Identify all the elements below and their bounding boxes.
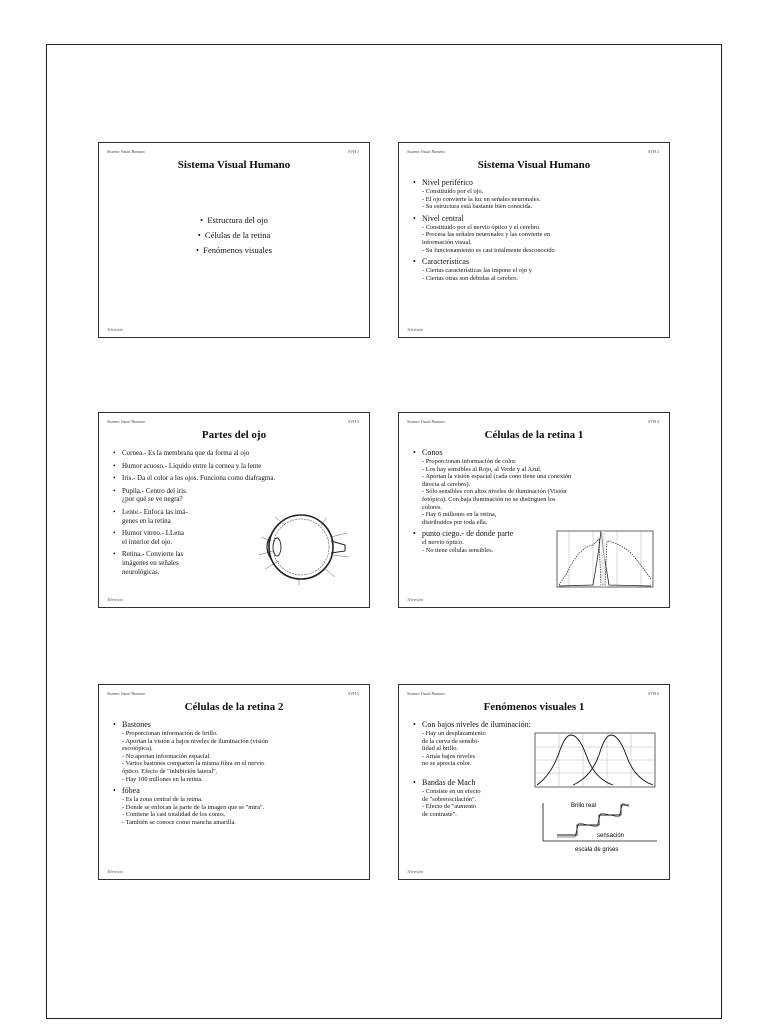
- sub-bullet: no se aprecia color.: [422, 760, 472, 768]
- bullet-line: Lente.- Enfoca las imá-: [122, 507, 188, 516]
- slide-footer: Televisión: [107, 597, 124, 602]
- bullet: • Cornea.- Es la membrana que da forma al ojo: [113, 449, 368, 458]
- slide-6: [398, 684, 670, 880]
- slide-footer: Televisión: [107, 327, 124, 332]
- bullet-line: el interior del ojo.: [122, 537, 173, 546]
- bullet: • Nivel periférico: [413, 178, 661, 188]
- topic-item: • Células de la retina: [99, 228, 369, 243]
- slide-3: [98, 412, 370, 608]
- sub-bullet: - Es la zona central de la retina.: [122, 796, 203, 804]
- sub-bullet: - Hay 100 millones en la retina.: [122, 775, 203, 783]
- photoreceptor-density-graph: [549, 525, 659, 603]
- sub-bullet: distribuidos por toda ella.: [422, 518, 488, 526]
- bullet-line: ¿por qué se ve negra?: [122, 495, 183, 504]
- mach-bands-diagram: [537, 799, 667, 859]
- slide-title: Células de la retina 2: [184, 701, 284, 713]
- bullet-line: Humor vitreo.- LLena: [122, 529, 185, 538]
- sub-bullet: - Sólo sensibles con altos niveles de iluminación (Visión: [422, 488, 567, 496]
- sub-bullet: - Amás bajos niveles: [422, 752, 476, 760]
- slide-number: SVH 2: [647, 149, 659, 154]
- sub-bullet: - Proporcionan información de color.: [422, 458, 517, 465]
- bullet: • Conos: [413, 448, 661, 458]
- slide-footer: Televisión: [407, 869, 424, 874]
- bullet-line: neurológicas.: [122, 567, 160, 576]
- sub-bullet: - No tiene células sensibles.: [422, 546, 494, 554]
- bullet: • Humor acuoso.- Líquido entre la cornea y la lente: [113, 462, 368, 471]
- sub-bullet: - Efecto de "aumento: [422, 803, 477, 811]
- mach-label-real: Brillo real: [571, 803, 597, 809]
- sub-bullet: - Ciertas características las impone el ojo y: [422, 267, 532, 275]
- sub-bullet: óptico. Efecto de "inhibición lateral".: [122, 767, 218, 775]
- slide-content: [113, 720, 361, 827]
- slide-number: SVH 5: [347, 691, 359, 696]
- sub-bullet: - Varios bastones comparten la misma fibra en el nervio: [122, 760, 265, 768]
- bullet: [113, 550, 232, 576]
- slide-1: [98, 142, 370, 338]
- sub-bullet: - Constituido por el nervio óptico y el cerebro.: [422, 223, 541, 231]
- sub-bullet: fotópica). Con baja iluminación no se distinguen los: [422, 495, 556, 503]
- sub-bullet: de la curva de sensibi-: [422, 737, 480, 745]
- slide-number: SVH 6: [647, 691, 659, 696]
- sub-bullet: - El ojo convierte la luz en señales neuronales.: [422, 195, 541, 203]
- bullet: • Bandas de Mach: [413, 778, 661, 788]
- bullet: • Con bajos niveles de iluminación:: [413, 720, 661, 730]
- slide-5: [98, 684, 370, 880]
- slide-header-left: Sistema Visual Humano: [107, 419, 146, 424]
- slide-footer: Televisión: [407, 597, 424, 602]
- mach-label-axis: escala de grises: [575, 847, 619, 853]
- bullet: • fóbea: [113, 786, 361, 796]
- sub-bullet: de "sobreoscilación".: [422, 795, 477, 803]
- slide-content: [413, 178, 661, 282]
- bullet: • punto ciego.- de donde parte: [413, 529, 661, 539]
- mach-label-sensation: sensación: [597, 833, 625, 839]
- slide-title: Células de la retina 1: [484, 429, 584, 441]
- bullet: • Iris.- Da el color a los ojos. Funciona como diafragma.: [113, 474, 368, 483]
- sub-bullet: información visual.: [422, 238, 472, 246]
- bullet-line: imágenes en señales: [122, 558, 179, 567]
- sub-bullet: lidad al brillo.: [422, 745, 459, 753]
- sub-bullet: - Aportan la visión a bajos niveles de iluminación (visión: [122, 737, 269, 745]
- bullet: [113, 508, 232, 525]
- slide-number: SVH 1: [347, 149, 359, 154]
- slide-header-left: Sistema Visual Humano: [407, 419, 446, 424]
- sub-bullet: - Constituido por el ojo.: [422, 188, 484, 195]
- slide-header-left: Sistema Visual Humano: [107, 149, 146, 154]
- topic-list: [99, 213, 369, 258]
- sub-bullet: - Los hay sensibles al Rojo, al Verde y al Azul.: [422, 465, 542, 473]
- topic-item: • Fenómenos visuales: [99, 243, 369, 258]
- bullet-line: Pupila.- Centro del iris.: [122, 486, 188, 495]
- sub-bullet: - Hay 6 millones en la retina,: [422, 511, 497, 519]
- sub-bullet: colores.: [422, 503, 443, 511]
- sub-bullet: - Contiene la casi totalidad de los conos.: [122, 811, 226, 819]
- slide-title: Sistema Visual Humano: [477, 159, 591, 171]
- slide-footer: Televisión: [407, 327, 424, 332]
- slide-4: [398, 412, 670, 608]
- bullet: [113, 487, 232, 504]
- eye-diagram: [235, 497, 365, 595]
- slide-number: SVH 3: [347, 419, 359, 424]
- sub-bullet: - Ciertas otras son debidas al cerebro.: [422, 274, 519, 282]
- sub-bullet: - Donde se enfocan la parte de la imagen que se "mira".: [122, 803, 265, 811]
- slide-2: [398, 142, 670, 338]
- sub-bullet: - Consiste en un efecto: [422, 787, 481, 795]
- sub-bullet: el nervio óptico.: [422, 539, 464, 547]
- slide-footer: Televisión: [107, 869, 124, 874]
- bullet: • Nivel central: [413, 214, 661, 224]
- sub-bullet: - Hay un desplazamiento: [422, 730, 486, 737]
- sub-bullet: de contraste".: [422, 810, 457, 818]
- sub-bullet: directa al cerebro).: [422, 480, 471, 488]
- slide-title: Fenómenos visuales 1: [483, 701, 585, 713]
- bullet-line: Retina.- Convierte las: [122, 550, 184, 559]
- slide-title: Partes del ojo: [201, 429, 267, 441]
- bullet-line: genes en la retina: [122, 516, 171, 525]
- sub-bullet: - Su estructura está bastante bien conocida.: [422, 203, 533, 211]
- sensitivity-curves-graph: [529, 727, 661, 795]
- topic-item: • Estructura del ojo: [99, 213, 369, 228]
- sub-bullet: - Procesa las señales neuronales y las convierte en: [422, 231, 551, 239]
- slide-number: SVH 4: [647, 419, 659, 424]
- sub-bullet: - También se conoce como mancha amarilla.: [122, 818, 236, 826]
- sub-bullet: - Aportan la visión espacial (cada cono tiene una conexión: [422, 473, 572, 481]
- sub-bullet: - No aportan información espacial.: [122, 752, 211, 760]
- slide-title: Sistema Visual Humano: [177, 159, 291, 171]
- slide-header-left: Sistema Visual Humano: [407, 691, 446, 696]
- slide-header-left: Sistema Visual Humano: [107, 691, 146, 696]
- sub-bullet: escotópica).: [122, 745, 153, 753]
- bullet: • Características: [413, 257, 661, 267]
- sub-bullet: - Proporcionan información de brillo.: [122, 730, 218, 737]
- bullet: [113, 529, 232, 546]
- sub-bullet: - Su funcionamiento es casi totalmente desconocido: [422, 246, 555, 254]
- bullet: • Bastones: [113, 720, 361, 730]
- slide-header-left: Sistema Visual Humano: [407, 149, 446, 154]
